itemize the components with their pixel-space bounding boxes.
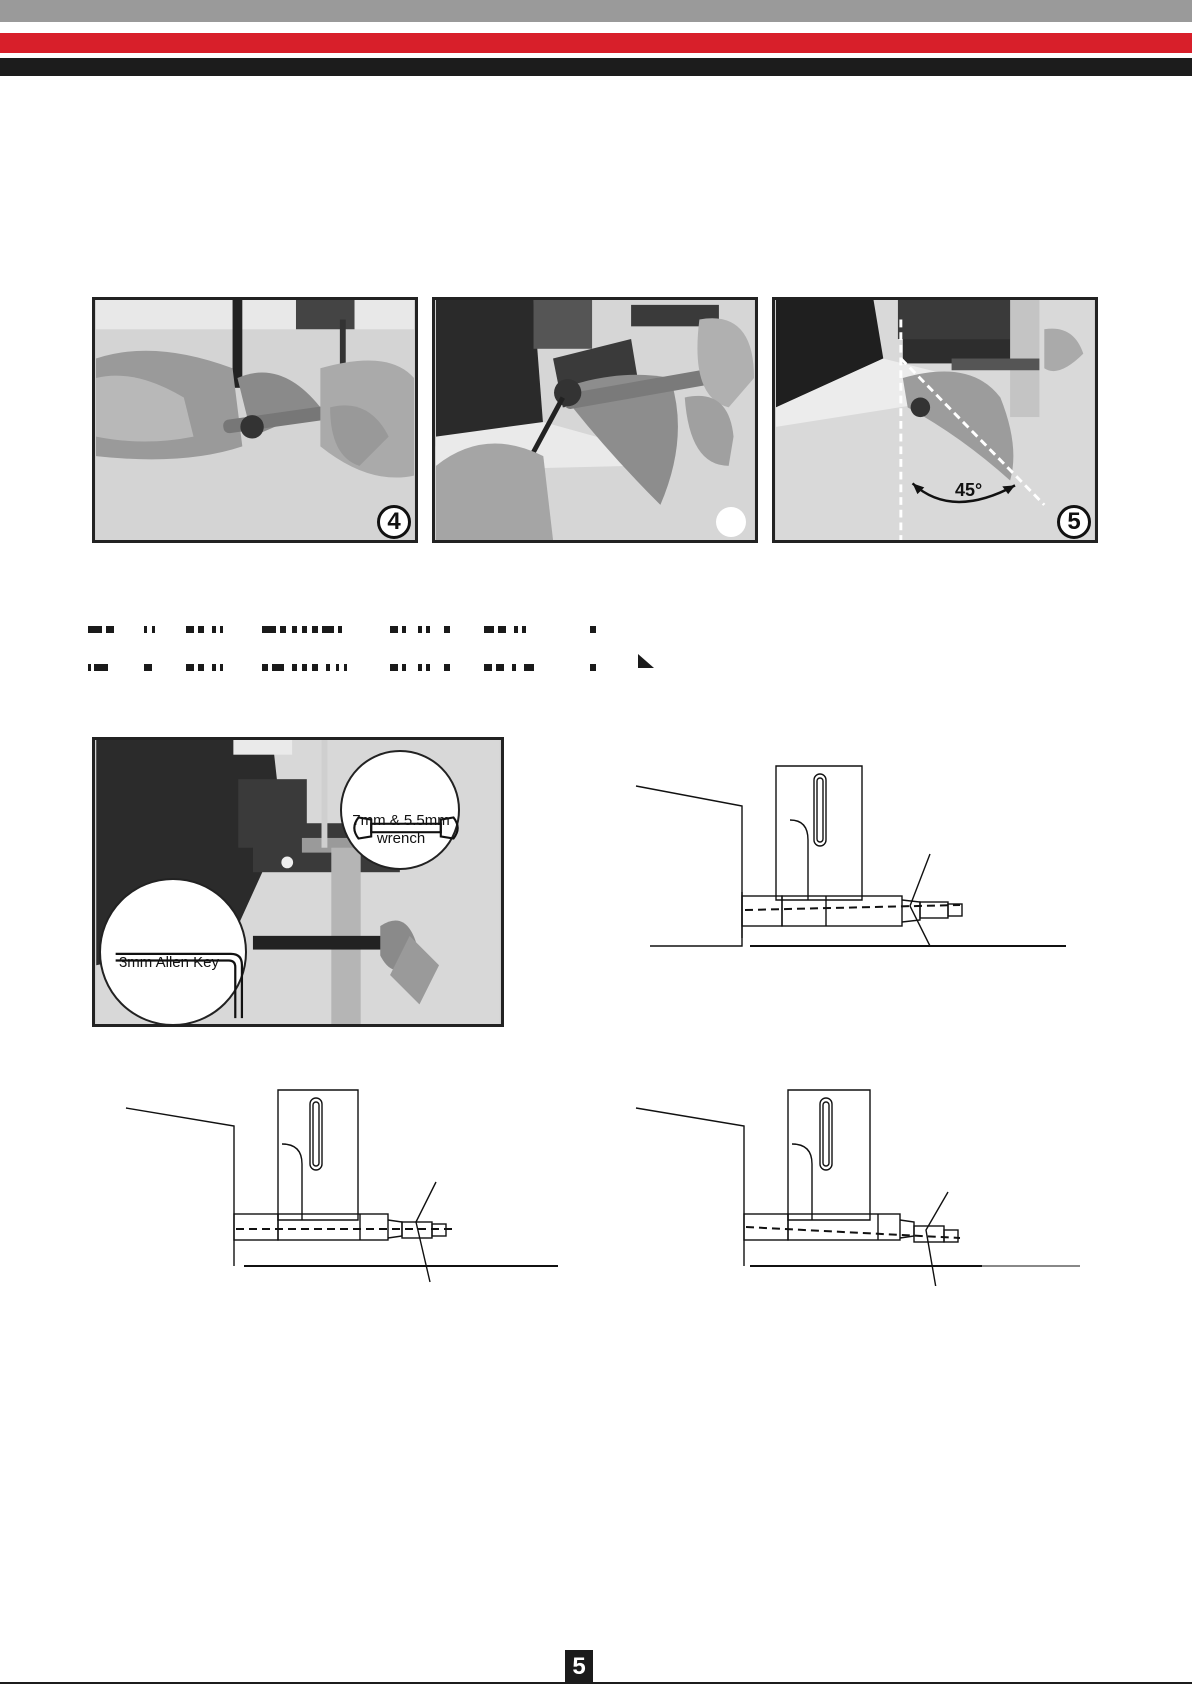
header-gray-band xyxy=(0,0,1192,22)
photo-step-4 xyxy=(92,297,418,543)
allen-key-label: 3mm Allen Key xyxy=(118,954,220,971)
wrench-label-line1: 7mm & 5.5mm xyxy=(352,812,450,829)
photo-step-middle xyxy=(432,297,758,543)
header-red-band xyxy=(0,33,1192,53)
footer-rule xyxy=(0,1682,1192,1684)
photo-step-5 xyxy=(772,297,1098,543)
photo-hexkey-wrench-image xyxy=(435,300,755,540)
illegible-text-rows xyxy=(86,624,606,674)
wrench-label-line2: wrench xyxy=(376,830,426,847)
step-badge-4: 4 xyxy=(377,505,411,539)
header-black-band xyxy=(0,58,1192,76)
step-badge-blank xyxy=(716,507,746,537)
photo-tools xyxy=(92,737,504,1027)
step-badge-5: 5 xyxy=(1057,505,1091,539)
photo-hands-wrench-image xyxy=(95,300,415,540)
drive-diagram-top-right xyxy=(630,760,1080,960)
photo-angle-image xyxy=(775,300,1095,540)
drive-diagram-bottom-right xyxy=(630,1086,1080,1286)
allen-key-callout xyxy=(99,878,247,1026)
drive-diagram-bottom-left xyxy=(120,1086,570,1286)
angle-label: 45° xyxy=(955,480,983,500)
page-number: 5 xyxy=(565,1650,593,1683)
wrench-callout xyxy=(340,750,460,870)
pointer-triangle xyxy=(636,652,656,670)
